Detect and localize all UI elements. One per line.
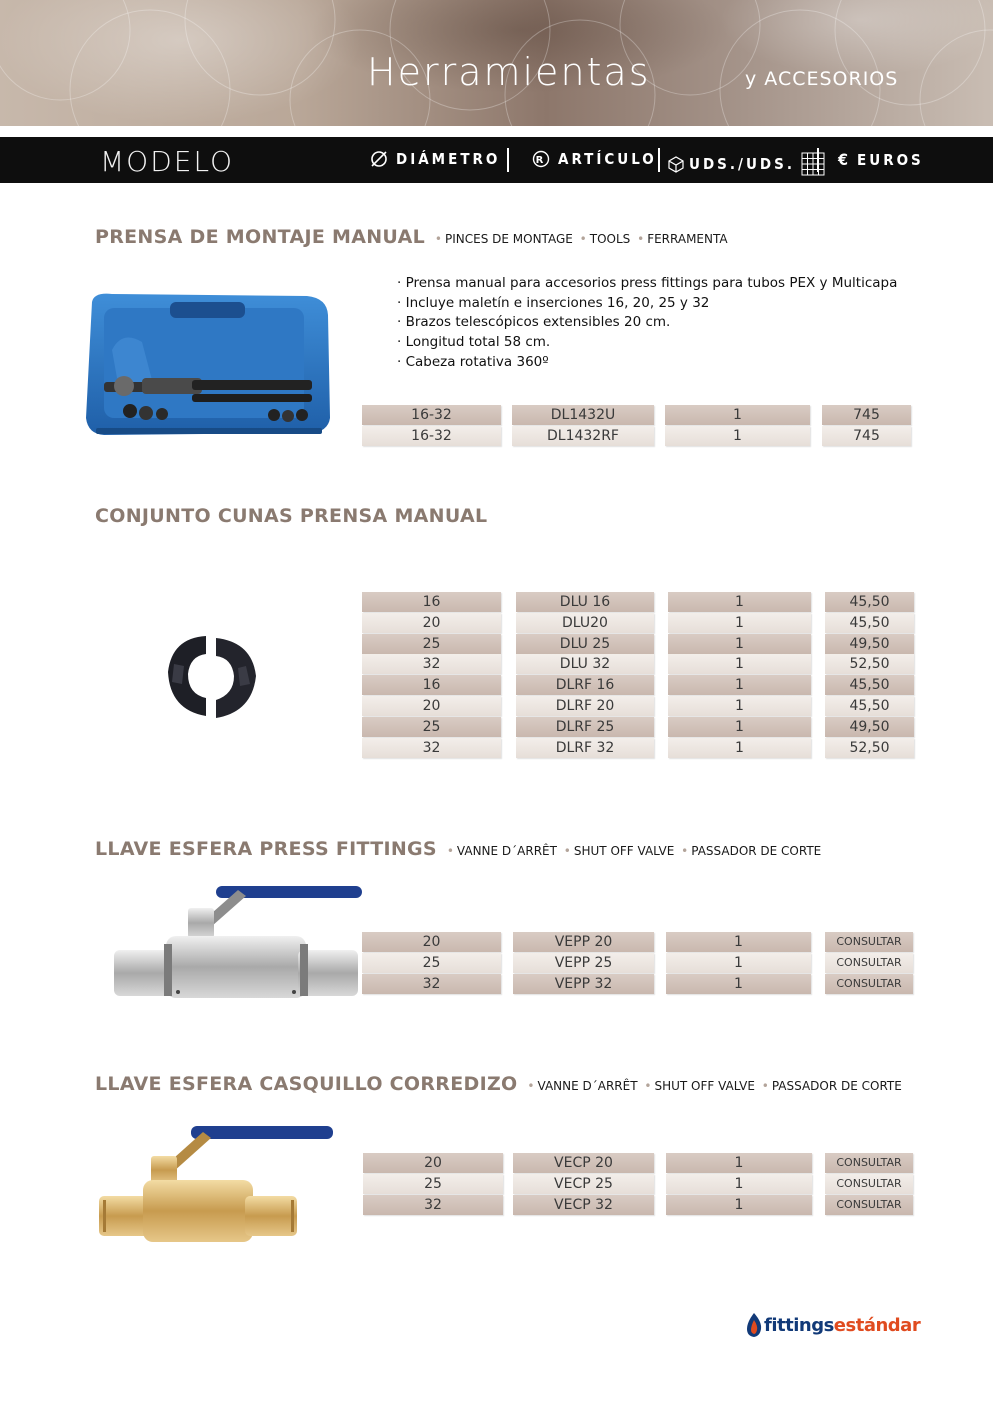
cell-diameter: 16-32 bbox=[362, 426, 501, 446]
feature-item: · Incluye maletín e inserciones 16, 20, 25 y 32 bbox=[397, 294, 710, 311]
header-separator bbox=[658, 148, 660, 172]
header-euros-label: EUROS bbox=[857, 150, 924, 169]
cell-article: VECP 20 bbox=[513, 1153, 654, 1173]
cell-units: 1 bbox=[666, 1174, 812, 1194]
cell-price: 52,50 bbox=[825, 654, 914, 674]
cell-article: DL1432RF bbox=[512, 426, 654, 446]
cell-article: DL1432U bbox=[512, 405, 654, 425]
section-title-text: CONJUNTO CUNAS PRENSA MANUAL bbox=[95, 505, 488, 527]
subtitle-item: SHUT OFF VALVE bbox=[654, 1079, 755, 1093]
cell-price: 45,50 bbox=[825, 592, 914, 612]
section-title bbox=[95, 1073, 902, 1095]
cell-article: VECP 25 bbox=[513, 1174, 654, 1194]
subtitle-item: PASSADOR DE CORTE bbox=[691, 844, 822, 858]
registered-icon bbox=[532, 150, 550, 168]
section-title bbox=[95, 838, 821, 860]
subtitle-item: FERRAMENTA bbox=[647, 232, 728, 246]
cell-price: CONSULTAR bbox=[825, 1195, 913, 1215]
cell-price: 745 bbox=[822, 405, 911, 425]
flame-drop-icon bbox=[744, 1312, 764, 1338]
cell-price: 45,50 bbox=[825, 696, 914, 716]
cell-units: 1 bbox=[665, 426, 810, 446]
cell-diameter: 32 bbox=[363, 1195, 503, 1215]
cell-diameter: 32 bbox=[362, 738, 501, 758]
section-title bbox=[95, 505, 487, 527]
header-model: MODELO bbox=[100, 145, 235, 178]
feature-item: · Brazos telescópicos extensibles 20 cm. bbox=[397, 314, 671, 331]
cell-article: DLU20 bbox=[516, 613, 654, 633]
banner-title: Herramientas bbox=[367, 50, 651, 94]
euro-icon: € bbox=[838, 150, 852, 169]
cell-units: 1 bbox=[668, 738, 811, 758]
brand-logo bbox=[744, 1312, 920, 1338]
cell-units: 1 bbox=[666, 974, 811, 994]
cell-diameter: 16-32 bbox=[362, 405, 501, 425]
section-subtitle: • VANNE D´ARRÊT • SHUT OFF VALVE • PASSADOR DE CORTE bbox=[446, 844, 822, 858]
cell-article: VEPP 32 bbox=[513, 974, 654, 994]
cell-article: VEPP 25 bbox=[513, 953, 654, 973]
cell-units: 1 bbox=[668, 717, 811, 737]
cell-price: CONSULTAR bbox=[825, 1153, 913, 1173]
column-header-bar bbox=[0, 137, 993, 183]
header-units-label: UDS./UDS. bbox=[689, 155, 795, 173]
cell-article: DLRF 16 bbox=[516, 675, 654, 695]
cell-units: 1 bbox=[665, 405, 810, 425]
cell-price: 745 bbox=[822, 426, 911, 446]
svg-text:R: R bbox=[535, 155, 547, 166]
cell-units: 1 bbox=[666, 953, 811, 973]
cell-diameter: 25 bbox=[362, 634, 501, 654]
diameter-icon bbox=[370, 150, 388, 168]
press-tool-case-image bbox=[82, 290, 334, 438]
cell-article: DLU 25 bbox=[516, 634, 654, 654]
cell-article: DLU 32 bbox=[516, 654, 654, 674]
logo-text-part2: estándar bbox=[833, 1314, 921, 1336]
header-diameter bbox=[370, 150, 500, 168]
cell-price: 45,50 bbox=[825, 675, 914, 695]
cell-units: 1 bbox=[668, 654, 811, 674]
section-title bbox=[95, 226, 728, 248]
cell-units: 1 bbox=[666, 1153, 812, 1173]
header-units bbox=[667, 150, 827, 178]
cell-price: CONSULTAR bbox=[825, 1174, 913, 1194]
box-icon bbox=[667, 155, 685, 173]
cell-diameter: 32 bbox=[362, 974, 501, 994]
feature-item: · Cabeza rotativa 360º bbox=[397, 353, 549, 370]
cell-price: 52,50 bbox=[825, 738, 914, 758]
cell-units: 1 bbox=[666, 932, 811, 952]
page-banner bbox=[0, 0, 993, 126]
cell-diameter: 20 bbox=[362, 696, 501, 716]
cell-units: 1 bbox=[668, 675, 811, 695]
cell-diameter: 20 bbox=[362, 932, 501, 952]
cell-article: DLRF 25 bbox=[516, 717, 654, 737]
cell-article: DLRF 32 bbox=[516, 738, 654, 758]
header-diameter-label: DIÁMETRO bbox=[396, 150, 501, 168]
subtitle-item: PASSADOR DE CORTE bbox=[771, 1079, 902, 1093]
cell-units: 1 bbox=[666, 1195, 812, 1215]
cell-price: CONSULTAR bbox=[825, 974, 913, 994]
cell-diameter: 16 bbox=[362, 592, 501, 612]
cell-price: CONSULTAR bbox=[825, 932, 913, 952]
cell-units: 1 bbox=[668, 634, 811, 654]
press-jaws-image bbox=[160, 628, 262, 724]
section-title-text: LLAVE ESFERA PRESS FITTINGS bbox=[95, 838, 437, 860]
cell-diameter: 32 bbox=[362, 654, 501, 674]
cell-article: DLRF 20 bbox=[516, 696, 654, 716]
ball-valve-brass-image bbox=[95, 1122, 339, 1248]
ball-valve-press-image bbox=[108, 880, 364, 1005]
feature-item: · Longitud total 58 cm. bbox=[397, 334, 551, 351]
cell-price: 45,50 bbox=[825, 613, 914, 633]
logo-text-part1: fittings bbox=[764, 1314, 834, 1336]
subtitle-item: SHUT OFF VALVE bbox=[573, 844, 675, 858]
section-title-text: LLAVE ESFERA CASQUILLO CORREDIZO bbox=[95, 1073, 518, 1095]
feature-list bbox=[397, 274, 897, 373]
header-article bbox=[532, 150, 657, 168]
section-title-text: PRENSA DE MONTAJE MANUAL bbox=[95, 226, 425, 248]
cell-article: DLU 16 bbox=[516, 592, 654, 612]
subtitle-item: VANNE D´ARRÊT bbox=[456, 844, 557, 858]
cell-diameter: 25 bbox=[362, 953, 501, 973]
cell-diameter: 25 bbox=[362, 717, 501, 737]
section-subtitle: • PINCES DE MONTAGE • TOOLS • FERRAMENTA bbox=[434, 232, 728, 246]
section-subtitle: • VANNE D´ARRÊT • SHUT OFF VALVE • PASSADOR DE CORTE bbox=[527, 1079, 902, 1093]
banner-subtitle: y ACCESORIOS bbox=[745, 68, 899, 90]
cell-diameter: 16 bbox=[362, 675, 501, 695]
cell-units: 1 bbox=[668, 696, 811, 716]
grid-icon bbox=[799, 150, 827, 178]
cell-price: CONSULTAR bbox=[825, 953, 913, 973]
header-separator bbox=[507, 148, 509, 172]
header-separator bbox=[817, 148, 819, 172]
header-euros bbox=[838, 150, 924, 169]
cell-article: VECP 32 bbox=[513, 1195, 654, 1215]
cell-units: 1 bbox=[668, 613, 811, 633]
cell-diameter: 25 bbox=[363, 1174, 503, 1194]
cell-price: 49,50 bbox=[825, 717, 914, 737]
cell-price: 49,50 bbox=[825, 634, 914, 654]
header-article-label: ARTÍCULO bbox=[558, 150, 657, 168]
cell-article: VEPP 20 bbox=[513, 932, 654, 952]
subtitle-item: PINCES DE MONTAGE bbox=[445, 232, 573, 246]
cell-diameter: 20 bbox=[363, 1153, 503, 1173]
subtitle-item: VANNE D´ARRÊT bbox=[537, 1079, 638, 1093]
feature-item: · Prensa manual para accesorios press fittings para tubos PEX y Multicapa bbox=[397, 275, 898, 291]
subtitle-item: TOOLS bbox=[589, 232, 631, 246]
cell-units: 1 bbox=[668, 592, 811, 612]
cell-diameter: 20 bbox=[362, 613, 501, 633]
